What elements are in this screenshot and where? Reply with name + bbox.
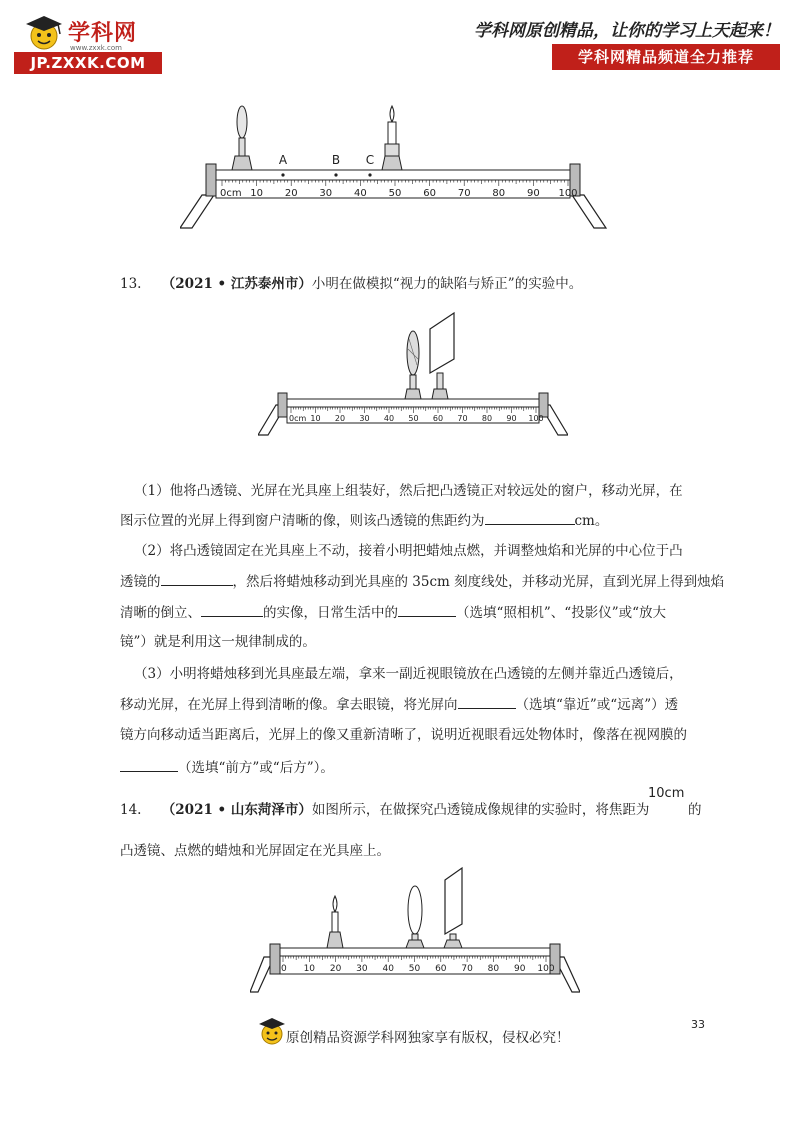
lens-holder bbox=[406, 886, 424, 948]
scale-label: 80 bbox=[492, 188, 506, 199]
scale-label: 0cm bbox=[220, 188, 242, 199]
scale-label: 40 bbox=[383, 414, 395, 423]
scale-label: 10 bbox=[303, 964, 316, 974]
bench-end-left bbox=[206, 164, 216, 196]
scale-label: 100 bbox=[537, 964, 555, 974]
point-label: B bbox=[331, 153, 341, 167]
scale-label: 0cm bbox=[289, 414, 307, 423]
q13-p3-line3: 镜方向移动适当距离后，光屏上的像又重新清晰了，说明近视眼看远处物体时，像落在视网膜的 bbox=[120, 727, 687, 743]
scale-label: 50 bbox=[408, 414, 419, 423]
scale-label: 10 bbox=[250, 188, 263, 199]
light-screen bbox=[444, 868, 462, 948]
logo-title: 学科网 bbox=[68, 21, 138, 46]
scale-label: 80 bbox=[481, 414, 493, 423]
scale-label: 10 bbox=[310, 414, 321, 423]
point-marker bbox=[368, 173, 371, 176]
scale-label: 20 bbox=[329, 964, 342, 974]
bench-leg-right bbox=[572, 195, 606, 228]
light-screen bbox=[430, 313, 454, 399]
page-number: 33 bbox=[691, 1018, 705, 1031]
logo-url[interactable]: JP.ZXXK.COM bbox=[14, 52, 162, 74]
scale-label: 60 bbox=[435, 964, 447, 974]
scale-label: 60 bbox=[432, 414, 444, 423]
mascot-icon bbox=[258, 1016, 286, 1046]
optical-bench-figure-1 bbox=[180, 100, 610, 235]
candle-holder bbox=[382, 106, 402, 170]
scale-label: 30 bbox=[356, 964, 368, 974]
scale-label: 90 bbox=[527, 188, 540, 199]
q13-p2-line1: （2）将凸透镜固定在光具座上不动，接着小明把蜡烛点燃，并调整烛焰和光屏的中心位于凸 bbox=[134, 543, 683, 559]
question-number: 13. bbox=[120, 276, 142, 292]
optical-bench-figure-3 bbox=[250, 862, 580, 1002]
scale-label: 90 bbox=[506, 414, 517, 423]
q13-p3-line4: （选填“前方”或“后方”）。 bbox=[120, 757, 334, 778]
question-number: 14. bbox=[120, 802, 142, 818]
logo-url-small: www.zxxk.com bbox=[70, 44, 122, 52]
q13-p2-line2: 透镜的 ，然后将蜡烛移动到光具座的 35cm 刻度线处，并移动光屏，直到光屏上得到烛焰 bbox=[120, 571, 724, 592]
scale-label: 20 bbox=[334, 414, 346, 423]
lens-holder bbox=[232, 106, 252, 170]
q13-p1-line1: （1）他将凸透镜、光屏在光具座上组装好，然后把凸透镜正对较远处的窗户，移动光屏，在 bbox=[134, 483, 683, 499]
focal-length-value: 10cm bbox=[648, 786, 685, 801]
answer-blank[interactable] bbox=[458, 694, 516, 709]
point-label: C bbox=[365, 153, 375, 167]
footer-copyright: 原创精品资源学科网独家享有版权，侵权必究！ bbox=[286, 1030, 570, 1046]
scale-label: 30 bbox=[319, 188, 333, 199]
site-logo bbox=[14, 14, 164, 76]
scale-label: 40 bbox=[354, 188, 367, 199]
answer-blank[interactable] bbox=[120, 757, 178, 772]
question-source: （2021 • 山东菏泽市） bbox=[161, 802, 312, 818]
scale-label: 20 bbox=[284, 188, 298, 199]
scale-label: 30 bbox=[359, 414, 370, 423]
scale-label: 100 bbox=[558, 188, 578, 199]
point-label: A bbox=[278, 153, 288, 167]
point-marker bbox=[334, 173, 337, 176]
question-stem: 小明在做模拟“视力的缺陷与矫正”的实验中。 bbox=[311, 276, 583, 292]
question-source: （2021 • 江苏泰州市） bbox=[161, 276, 312, 292]
answer-blank[interactable] bbox=[485, 510, 575, 525]
scale-label: 60 bbox=[423, 188, 436, 199]
q13-p1-line2: 图示位置的光屏上得到窗户清晰的像，则该凸透镜的焦距约为 cm。 bbox=[120, 510, 608, 531]
q14-stem-line1 bbox=[120, 800, 649, 820]
answer-blank[interactable] bbox=[201, 602, 263, 617]
bench-rail bbox=[216, 170, 570, 180]
q14-stem-end: 的 bbox=[688, 802, 702, 818]
optical-bench-figure-2 bbox=[258, 305, 568, 440]
header-banner: 学科网精品频道全力推荐 bbox=[552, 44, 780, 70]
scale-label: 50 bbox=[388, 188, 402, 199]
scale-label: 70 bbox=[457, 188, 471, 199]
question-stem: 如图所示，在做探究凸透镜成像规律的实验时，将焦距为 bbox=[311, 802, 650, 818]
lens-holder bbox=[405, 331, 421, 399]
mascot-icon bbox=[22, 14, 66, 52]
scale-label: 0 bbox=[281, 964, 287, 974]
answer-blank[interactable] bbox=[398, 602, 456, 617]
scale-label: 100 bbox=[528, 414, 544, 423]
header-slogan: 学科网原创精品，让你的学习上天起来！ bbox=[474, 21, 780, 41]
point-marker bbox=[281, 173, 284, 176]
scale-label: 80 bbox=[487, 964, 500, 974]
scale-label: 70 bbox=[457, 414, 468, 423]
answer-blank[interactable] bbox=[161, 571, 233, 586]
candle-holder bbox=[327, 896, 343, 948]
bench-leg-left bbox=[180, 195, 214, 228]
q13-p2-line4: 镜”）就是利用这一规律制成的。 bbox=[120, 634, 316, 650]
q14-stem-line2: 凸透镜、点燃的蜡烛和光屏固定在光具座上。 bbox=[120, 843, 390, 859]
q13-p2-line3: 清晰的倒立、 的实像，日常生活中的 （选填“照相机”、“投影仪”或“放大 bbox=[120, 602, 666, 623]
q13-p3-line1: （3）小明将蜡烛移到光具座最左端，拿来一副近视眼镜放在凸透镜的左侧并靠近凸透镜后， bbox=[134, 666, 683, 682]
scale-label: 50 bbox=[408, 964, 421, 974]
scale-label: 40 bbox=[382, 964, 394, 974]
q13-p3-line2: 移动光屏，在光屏上得到清晰的像。拿去眼镜，将光屏向 （选填“靠近”或“远离”）透 bbox=[120, 694, 678, 715]
q13-stem-line bbox=[120, 274, 582, 294]
scale-label: 70 bbox=[461, 964, 473, 974]
scale-label: 90 bbox=[513, 964, 526, 974]
